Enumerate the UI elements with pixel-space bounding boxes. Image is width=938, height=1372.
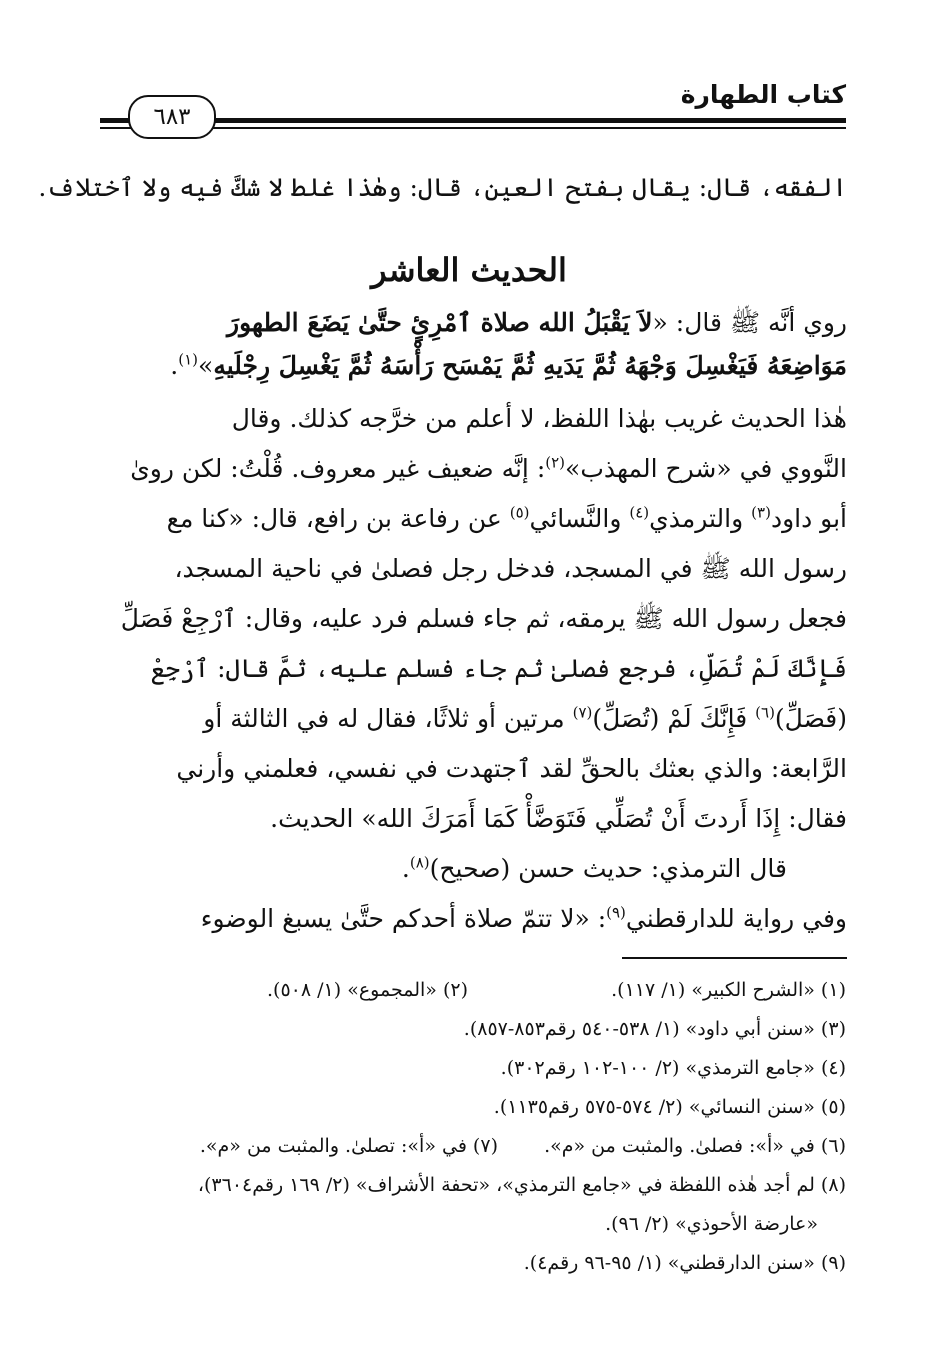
text-run: النَّووي في «شرح المهذب» — [565, 454, 847, 483]
hadith-intro: روي أنَّه ﷺ قال: « — [652, 308, 847, 337]
hadith-line-2 — [170, 343, 847, 389]
footnote-ref-1: (١) — [178, 350, 199, 369]
text-run: والترمذي — [649, 504, 752, 533]
para1-line-6: فَإِنَّكَ لَمْ تُصَلِّ، فرجع فصلىٰ ثم جاء فسلم عليه، ثمَّ قال: ٱرْجِعْ — [150, 654, 847, 683]
footnote-8-line-1: (٨) لم أجد هٰذه اللفظة في «جامع الترمذي»، «تحفة الأشراف» (٢/ ١٦٩ رقم٣٦٠٤)، — [197, 1174, 846, 1196]
para1-line-5: فجعل رسول الله ﷺ يرمقه، ثم جاء فسلم فرد عليه، وقال: ٱرْجِعْ فَصَلِّ — [120, 604, 847, 633]
text-run: : «لا تتمّ صلاة أحدكم حتَّىٰ يسبغ الوضوء — [200, 904, 607, 933]
para1-line-4: رسول الله ﷺ في المسجد، فدخل رجل فصلىٰ في ناحية المسجد، — [174, 554, 847, 583]
hadith-close: » — [198, 351, 214, 380]
footnote-7: (٧) في «أ»: تصلىٰ. والمثبت من «م». — [199, 1135, 498, 1157]
text-run: (فَصَلِّ) — [774, 704, 847, 733]
para1-line-3 — [167, 496, 847, 542]
footnote-5: (٥) «سنن النسائي» (٢/ ٥٧٤-٥٧٥ رقم١١٣٥). — [493, 1096, 846, 1118]
footnote-1: (١) «الشرح الكبير» (١/ ١١٧). — [611, 979, 846, 1001]
hadith-line-1 — [227, 300, 847, 346]
hadith-quote-2: مَوَاضِعَهُ فَيَغْسِلَ وَجْهَهُ ثُمَّ يَدَيهِ ثُمَّ يَمْسَح رَأْسَهُ ثُمَّ يَغْسِلَ رِجْلَيهِ — [213, 351, 847, 380]
page-header — [0, 0, 938, 140]
page-number: ٦٨٣ — [128, 95, 216, 139]
para1-line-2 — [130, 446, 847, 492]
footnote-ref-5: (٥) — [509, 503, 530, 522]
hadith-quote-1: لاَ يَقْبَلُ الله صلاة ٱمْرِئٍ حتَّىٰ يَضَعَ الطهورَ — [227, 308, 653, 337]
text-run: والنَّسائي — [529, 504, 630, 533]
section-heading: الحديث العاشر — [371, 251, 567, 289]
footnote-ref-8: (٨) — [409, 853, 430, 872]
text-run: أبو داود — [770, 504, 847, 533]
text-run: عن رفاعة بن رافع، قال: «كنا مع — [166, 504, 510, 533]
footnote-ref-4: (٤) — [629, 503, 650, 522]
footnote-ref-9: (٩) — [606, 903, 626, 922]
footnote-2: (٢) «المجموع» (١/ ٥٠٨). — [267, 979, 468, 1001]
para2-line — [402, 846, 787, 892]
para3-line — [201, 896, 847, 942]
footnote-4: (٤) «جامع الترمذي» (٢/ ١٠٠-١٠٢ رقم٣٠٢). — [500, 1057, 846, 1079]
footnote-ref-7: (٧) — [572, 703, 593, 722]
footnote-ref-2: (٢) — [545, 453, 566, 472]
period: . — [170, 351, 179, 380]
period: . — [401, 854, 410, 883]
footnote-ref-6: (٦) — [755, 703, 775, 722]
para1-line-1: هٰذا الحديث غريب بهٰذا اللفظ، لا أعلم من خرَّجه كذلك. وقال — [231, 404, 847, 433]
intro-line: الفقه، قال: يقال بفتح العين، قال: وهٰذا غلط لا شكَّ فيه ولا ٱختلاف. — [38, 173, 847, 202]
footnote-9: (٩) «سنن الدارقطني» (١/ ٩٥-٩٦ رقم٤). — [523, 1252, 846, 1274]
footnote-6: (٦) في «أ»: فصلىٰ. والمثبت من «م». — [544, 1135, 846, 1157]
footnote-ref-3: (٣) — [751, 503, 771, 522]
para1-line-7 — [203, 696, 847, 742]
text-run: قال الترمذي: حديث حسن (صحيح) — [429, 854, 787, 883]
para1-line-9: فقال: إِذَا أَردتَ أَنْ تُصَلِّي فَتَوَضَّأْ كَمَا أَمَرَكَ الله» الحديث. — [270, 804, 847, 833]
para1-line-8: الرَّابعة: والذي بعثك بالحقِّ لقد ٱجتهدت في نفسي، فعلمني وأرني — [176, 754, 847, 783]
text-run: وفي رواية للدارقطني — [625, 904, 847, 933]
footnote-3: (٣) «سنن أبي داود» (١/ ٥٣٨-٥٤٠ رقم٨٥٣-٨٥٧). — [463, 1018, 846, 1040]
footnote-8-line-2: «عارضة الأحوذي» (٢/ ٩٦). — [605, 1213, 818, 1235]
running-title: كتاب الطهارة — [680, 80, 846, 109]
text-run: : إنَّه ضعيف غير معروف. قُلْتُ: لكن روىٰ — [130, 454, 546, 483]
text-run: مرتين أو ثلاثًا، فقال له في الثالثة أو — [203, 704, 573, 733]
text-run: فَإِنَّكَ لَمْ (تُصَلِّ) — [592, 704, 756, 733]
footnote-separator — [622, 957, 847, 959]
